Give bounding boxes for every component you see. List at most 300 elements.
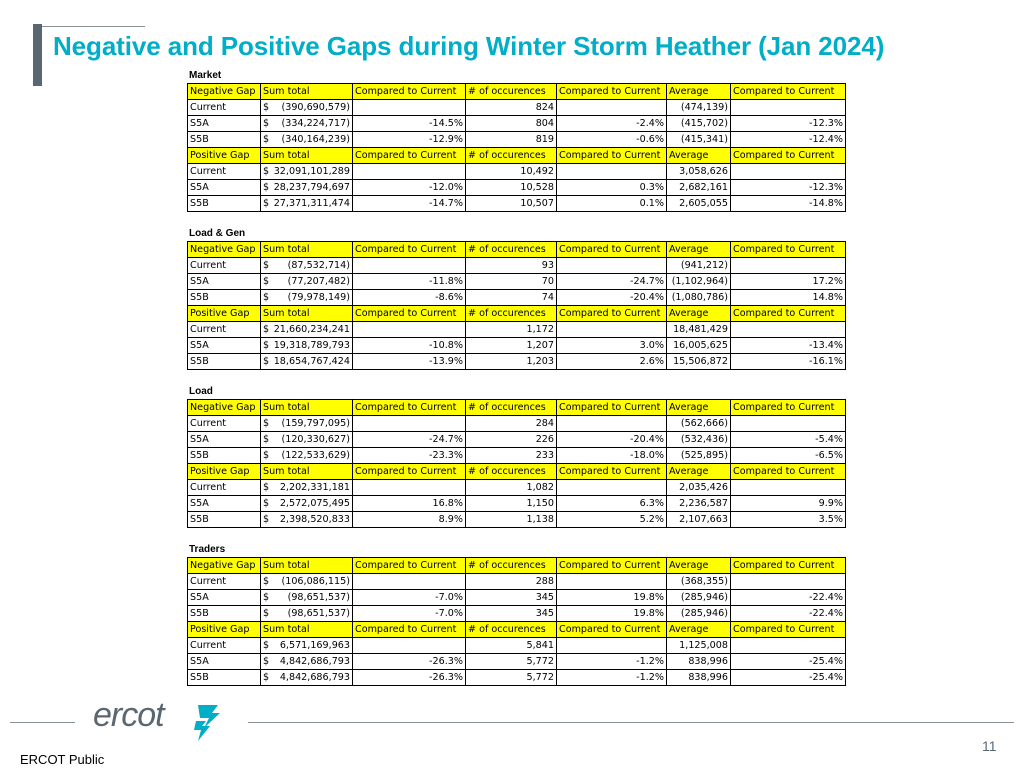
header-cell: Average: [667, 622, 731, 638]
average-cell: (1,102,964): [667, 274, 731, 290]
table-row: [188, 496, 846, 512]
occurrences-compared-cell: [557, 416, 667, 432]
sum-compared-cell: -11.8%: [353, 274, 466, 290]
occurrences-cell: 345: [466, 590, 557, 606]
sum-total-value: 19,318,789,793: [273, 339, 350, 351]
average-cell: 2,605,055: [667, 196, 731, 212]
gap-tables: [187, 69, 845, 701]
sum-total-cell: [261, 480, 353, 496]
sum-total-cell: [261, 448, 353, 464]
average-compared-cell: [731, 416, 846, 432]
currency-symbol: $: [263, 497, 270, 509]
section-title: Load & Gen: [189, 228, 246, 239]
header-cell: Compared to Current: [731, 84, 846, 100]
currency-symbol: $: [263, 417, 270, 429]
sum-total-cell: [261, 670, 353, 686]
row-label: S5B: [188, 670, 261, 686]
occurrences-cell: 70: [466, 274, 557, 290]
section-title: Load: [189, 386, 213, 397]
average-compared-cell: -16.1%: [731, 354, 846, 370]
average-cell: (368,355): [667, 574, 731, 590]
occurrences-compared-cell: 6.3%: [557, 496, 667, 512]
header-cell: Compared to Current: [353, 400, 466, 416]
row-label: S5A: [188, 180, 261, 196]
table-row: [188, 590, 846, 606]
header-cell: Positive Gap: [188, 622, 261, 638]
occurrences-compared-cell: [557, 258, 667, 274]
table-row: [188, 274, 846, 290]
row-label: S5B: [188, 196, 261, 212]
gap-table: [187, 83, 846, 212]
occurrences-compared-cell: 2.6%: [557, 354, 667, 370]
table-row: [188, 480, 846, 496]
sum-total-value: (79,978,149): [287, 291, 350, 303]
section-load: [187, 385, 845, 528]
sum-total-value: 4,842,686,793: [279, 671, 350, 683]
currency-symbol: $: [263, 655, 270, 667]
row-label: Current: [188, 258, 261, 274]
currency-symbol: $: [263, 165, 270, 177]
sum-total-value: 18,654,767,424: [273, 355, 350, 367]
occurrences-compared-cell: -0.6%: [557, 132, 667, 148]
average-cell: (415,341): [667, 132, 731, 148]
occurrences-compared-cell: [557, 638, 667, 654]
table-row: [188, 432, 846, 448]
sum-total-value: (98,651,537): [287, 591, 350, 603]
table-row: [188, 196, 846, 212]
sum-total-cell: [261, 100, 353, 116]
sum-total-value: (120,330,627): [281, 433, 350, 445]
occurrences-cell: 226: [466, 432, 557, 448]
table-row: [188, 322, 846, 338]
header-cell: Sum total: [261, 622, 353, 638]
table-row: [188, 116, 846, 132]
header-cell: Compared to Current: [557, 400, 667, 416]
average-compared-cell: -5.4%: [731, 432, 846, 448]
sum-compared-cell: -23.3%: [353, 448, 466, 464]
sum-total-cell: [261, 416, 353, 432]
header-row: [188, 148, 846, 164]
row-label: Current: [188, 416, 261, 432]
sum-compared-cell: [353, 322, 466, 338]
average-compared-cell: [731, 100, 846, 116]
header-cell: # of occurences: [466, 400, 557, 416]
header-cell: Sum total: [261, 464, 353, 480]
table-row: [188, 132, 846, 148]
table-row: [188, 416, 846, 432]
table-row: [188, 164, 846, 180]
row-label: S5A: [188, 590, 261, 606]
row-label: S5B: [188, 448, 261, 464]
currency-symbol: $: [263, 259, 270, 271]
header-row: [188, 400, 846, 416]
header-cell: # of occurences: [466, 464, 557, 480]
occurrences-cell: 1,203: [466, 354, 557, 370]
header-cell: Compared to Current: [731, 622, 846, 638]
average-cell: (941,212): [667, 258, 731, 274]
table-row: [188, 638, 846, 654]
header-cell: Average: [667, 400, 731, 416]
currency-symbol: $: [263, 433, 270, 445]
average-cell: 3,058,626: [667, 164, 731, 180]
sum-compared-cell: -12.9%: [353, 132, 466, 148]
average-compared-cell: [731, 258, 846, 274]
average-compared-cell: -25.4%: [731, 670, 846, 686]
sum-compared-cell: -7.0%: [353, 606, 466, 622]
row-label: S5B: [188, 132, 261, 148]
section-load-gen: [187, 227, 845, 370]
row-label: S5A: [188, 274, 261, 290]
occurrences-compared-cell: 0.1%: [557, 196, 667, 212]
header-cell: Negative Gap: [188, 400, 261, 416]
page-title: Negative and Positive Gaps during Winter Storm Heather (Jan 2024): [53, 31, 885, 61]
header-cell: Compared to Current: [557, 622, 667, 638]
currency-symbol: $: [263, 339, 270, 351]
currency-symbol: $: [263, 117, 270, 129]
header-cell: Compared to Current: [353, 242, 466, 258]
sum-total-cell: [261, 606, 353, 622]
currency-symbol: $: [263, 481, 270, 493]
sum-total-cell: [261, 354, 353, 370]
header-cell: Compared to Current: [557, 306, 667, 322]
header-row: [188, 558, 846, 574]
header-row: [188, 622, 846, 638]
header-cell: Sum total: [261, 148, 353, 164]
average-compared-cell: [731, 638, 846, 654]
table-row: [188, 354, 846, 370]
header-cell: Average: [667, 306, 731, 322]
header-cell: Compared to Current: [353, 148, 466, 164]
row-label: Current: [188, 480, 261, 496]
average-compared-cell: -12.4%: [731, 132, 846, 148]
occurrences-cell: 1,207: [466, 338, 557, 354]
header-cell: Average: [667, 84, 731, 100]
average-cell: 2,236,587: [667, 496, 731, 512]
sum-total-cell: [261, 196, 353, 212]
occurrences-cell: 1,150: [466, 496, 557, 512]
sum-total-cell: [261, 180, 353, 196]
section-title: Market: [189, 70, 222, 81]
occurrences-compared-cell: 19.8%: [557, 606, 667, 622]
sum-compared-cell: [353, 100, 466, 116]
table-row: [188, 670, 846, 686]
ercot-bolt-icon: [192, 702, 224, 744]
average-cell: (285,946): [667, 606, 731, 622]
occurrences-cell: 1,082: [466, 480, 557, 496]
average-compared-cell: [731, 164, 846, 180]
average-compared-cell: [731, 480, 846, 496]
header-row: [188, 464, 846, 480]
sum-compared-cell: -10.8%: [353, 338, 466, 354]
header-cell: Negative Gap: [188, 558, 261, 574]
occurrences-cell: 288: [466, 574, 557, 590]
title-accent-line: [42, 26, 145, 27]
sum-total-value: 2,202,331,181: [279, 481, 350, 493]
average-compared-cell: -12.3%: [731, 116, 846, 132]
sum-total-cell: [261, 258, 353, 274]
sum-compared-cell: [353, 638, 466, 654]
sum-total-cell: [261, 574, 353, 590]
section-traders: [187, 543, 845, 686]
average-cell: 18,481,429: [667, 322, 731, 338]
table-row: [188, 290, 846, 306]
sum-total-cell: [261, 638, 353, 654]
currency-symbol: $: [263, 513, 270, 525]
sum-total-cell: [261, 116, 353, 132]
header-cell: Sum total: [261, 242, 353, 258]
footer-label: ERCOT Public: [20, 752, 105, 767]
average-compared-cell: 17.2%: [731, 274, 846, 290]
occurrences-cell: 74: [466, 290, 557, 306]
sum-total-value: (122,533,629): [281, 449, 350, 461]
average-cell: (474,139): [667, 100, 731, 116]
header-cell: Compared to Current: [731, 400, 846, 416]
header-cell: # of occurences: [466, 84, 557, 100]
header-cell: # of occurences: [466, 148, 557, 164]
sum-total-value: 2,572,075,495: [279, 497, 350, 509]
average-compared-cell: 3.5%: [731, 512, 846, 528]
sum-compared-cell: [353, 416, 466, 432]
row-label: Current: [188, 164, 261, 180]
average-compared-cell: 14.8%: [731, 290, 846, 306]
sum-total-value: 28,237,794,697: [273, 181, 350, 193]
header-cell: Average: [667, 148, 731, 164]
row-label: S5A: [188, 432, 261, 448]
sum-compared-cell: -26.3%: [353, 670, 466, 686]
occurrences-compared-cell: 3.0%: [557, 338, 667, 354]
header-cell: Positive Gap: [188, 306, 261, 322]
sum-total-value: 27,371,311,474: [273, 197, 350, 209]
occurrences-cell: 10,507: [466, 196, 557, 212]
sum-total-cell: [261, 590, 353, 606]
occurrences-cell: 93: [466, 258, 557, 274]
average-cell: 2,035,426: [667, 480, 731, 496]
header-cell: Positive Gap: [188, 464, 261, 480]
average-cell: 2,682,161: [667, 180, 731, 196]
table-row: [188, 654, 846, 670]
sum-compared-cell: -7.0%: [353, 590, 466, 606]
section-title: Traders: [189, 544, 226, 555]
header-cell: # of occurences: [466, 306, 557, 322]
table-row: [188, 100, 846, 116]
currency-symbol: $: [263, 355, 270, 367]
header-cell: Compared to Current: [557, 558, 667, 574]
sum-compared-cell: -14.5%: [353, 116, 466, 132]
average-compared-cell: [731, 322, 846, 338]
occurrences-compared-cell: -18.0%: [557, 448, 667, 464]
sum-total-cell: [261, 512, 353, 528]
table-row: [188, 512, 846, 528]
average-cell: (525,895): [667, 448, 731, 464]
table-row: [188, 180, 846, 196]
currency-symbol: $: [263, 197, 270, 209]
average-compared-cell: 9.9%: [731, 496, 846, 512]
average-cell: 2,107,663: [667, 512, 731, 528]
currency-symbol: $: [263, 291, 270, 303]
sum-compared-cell: -24.7%: [353, 432, 466, 448]
currency-symbol: $: [263, 101, 270, 113]
occurrences-cell: 804: [466, 116, 557, 132]
sum-compared-cell: [353, 258, 466, 274]
header-cell: Compared to Current: [731, 464, 846, 480]
header-cell: Compared to Current: [731, 148, 846, 164]
header-row: [188, 306, 846, 322]
currency-symbol: $: [263, 639, 270, 651]
table-row: [188, 258, 846, 274]
average-cell: (285,946): [667, 590, 731, 606]
sum-total-value: (87,532,714): [287, 259, 350, 271]
occurrences-compared-cell: -20.4%: [557, 432, 667, 448]
currency-symbol: $: [263, 575, 270, 587]
header-cell: Compared to Current: [353, 622, 466, 638]
average-compared-cell: -22.4%: [731, 606, 846, 622]
average-compared-cell: -14.8%: [731, 196, 846, 212]
average-cell: (415,702): [667, 116, 731, 132]
header-cell: Negative Gap: [188, 242, 261, 258]
currency-symbol: $: [263, 449, 270, 461]
currency-symbol: $: [263, 591, 270, 603]
row-label: Current: [188, 322, 261, 338]
occurrences-compared-cell: -24.7%: [557, 274, 667, 290]
ercot-logo-text: ercot: [93, 696, 164, 734]
occurrences-cell: 10,492: [466, 164, 557, 180]
sum-total-value: (77,207,482): [287, 275, 350, 287]
occurrences-cell: 345: [466, 606, 557, 622]
header-cell: Average: [667, 242, 731, 258]
header-cell: Average: [667, 558, 731, 574]
table-row: [188, 338, 846, 354]
average-cell: (532,436): [667, 432, 731, 448]
header-cell: Compared to Current: [731, 242, 846, 258]
header-cell: Compared to Current: [353, 558, 466, 574]
occurrences-cell: 284: [466, 416, 557, 432]
sum-total-value: (98,651,537): [287, 607, 350, 619]
sum-compared-cell: -12.0%: [353, 180, 466, 196]
header-cell: # of occurences: [466, 622, 557, 638]
currency-symbol: $: [263, 607, 270, 619]
occurrences-compared-cell: [557, 164, 667, 180]
occurrences-compared-cell: [557, 100, 667, 116]
header-cell: # of occurences: [466, 558, 557, 574]
header-row: [188, 84, 846, 100]
sum-compared-cell: [353, 480, 466, 496]
header-cell: # of occurences: [466, 242, 557, 258]
title-accent-bar: [33, 24, 42, 86]
currency-symbol: $: [263, 181, 270, 193]
average-compared-cell: -25.4%: [731, 654, 846, 670]
sum-compared-cell: 8.9%: [353, 512, 466, 528]
average-cell: (1,080,786): [667, 290, 731, 306]
currency-symbol: $: [263, 275, 270, 287]
average-compared-cell: [731, 574, 846, 590]
sum-total-cell: [261, 496, 353, 512]
sum-total-value: 6,571,169,963: [279, 639, 350, 651]
sum-total-value: (159,797,095): [281, 417, 350, 429]
header-cell: Compared to Current: [557, 242, 667, 258]
ercot-logo: [93, 696, 233, 745]
row-label: Current: [188, 100, 261, 116]
average-cell: 838,996: [667, 670, 731, 686]
row-label: S5B: [188, 290, 261, 306]
row-label: S5B: [188, 606, 261, 622]
sum-total-value: (390,690,579): [281, 101, 350, 113]
currency-symbol: $: [263, 133, 270, 145]
row-label: S5A: [188, 654, 261, 670]
header-cell: Sum total: [261, 306, 353, 322]
sum-total-value: (334,224,717): [281, 117, 350, 129]
average-compared-cell: -13.4%: [731, 338, 846, 354]
sum-total-value: (106,086,115): [281, 575, 350, 587]
header-cell: Compared to Current: [557, 148, 667, 164]
occurrences-cell: 233: [466, 448, 557, 464]
footer-divider-right: [248, 722, 1014, 723]
sum-compared-cell: [353, 574, 466, 590]
header-row: [188, 242, 846, 258]
occurrences-compared-cell: -20.4%: [557, 290, 667, 306]
table-row: [188, 606, 846, 622]
occurrences-cell: 10,528: [466, 180, 557, 196]
header-cell: Compared to Current: [731, 306, 846, 322]
sum-total-cell: [261, 164, 353, 180]
section-market: [187, 69, 845, 212]
occurrences-cell: 5,841: [466, 638, 557, 654]
sum-total-cell: [261, 432, 353, 448]
header-cell: Compared to Current: [353, 306, 466, 322]
sum-total-value: (340,164,239): [281, 133, 350, 145]
sum-total-cell: [261, 290, 353, 306]
row-label: Current: [188, 574, 261, 590]
header-cell: Sum total: [261, 84, 353, 100]
sum-total-cell: [261, 274, 353, 290]
page-number: 11: [982, 738, 997, 754]
gap-table: [187, 241, 846, 370]
sum-total-cell: [261, 132, 353, 148]
average-cell: 16,005,625: [667, 338, 731, 354]
sum-compared-cell: -14.7%: [353, 196, 466, 212]
header-cell: Positive Gap: [188, 148, 261, 164]
row-label: S5B: [188, 512, 261, 528]
occurrences-cell: 819: [466, 132, 557, 148]
gap-table: [187, 557, 846, 686]
row-label: S5A: [188, 116, 261, 132]
sum-compared-cell: -8.6%: [353, 290, 466, 306]
header-cell: Compared to Current: [557, 464, 667, 480]
header-cell: Negative Gap: [188, 84, 261, 100]
occurrences-compared-cell: -1.2%: [557, 654, 667, 670]
sum-total-value: 32,091,101,289: [273, 165, 350, 177]
average-compared-cell: -6.5%: [731, 448, 846, 464]
occurrences-cell: 5,772: [466, 670, 557, 686]
occurrences-cell: 1,138: [466, 512, 557, 528]
occurrences-cell: 1,172: [466, 322, 557, 338]
header-cell: Compared to Current: [557, 84, 667, 100]
sum-total-value: 21,660,234,241: [273, 323, 350, 335]
table-row: [188, 574, 846, 590]
average-compared-cell: -12.3%: [731, 180, 846, 196]
row-label: S5A: [188, 338, 261, 354]
average-cell: 15,506,872: [667, 354, 731, 370]
sum-total-cell: [261, 654, 353, 670]
occurrences-compared-cell: -2.4%: [557, 116, 667, 132]
header-cell: Compared to Current: [353, 464, 466, 480]
header-cell: Sum total: [261, 400, 353, 416]
row-label: S5B: [188, 354, 261, 370]
occurrences-compared-cell: 19.8%: [557, 590, 667, 606]
gap-table: [187, 399, 846, 528]
header-cell: Sum total: [261, 558, 353, 574]
average-cell: 838,996: [667, 654, 731, 670]
header-cell: Average: [667, 464, 731, 480]
